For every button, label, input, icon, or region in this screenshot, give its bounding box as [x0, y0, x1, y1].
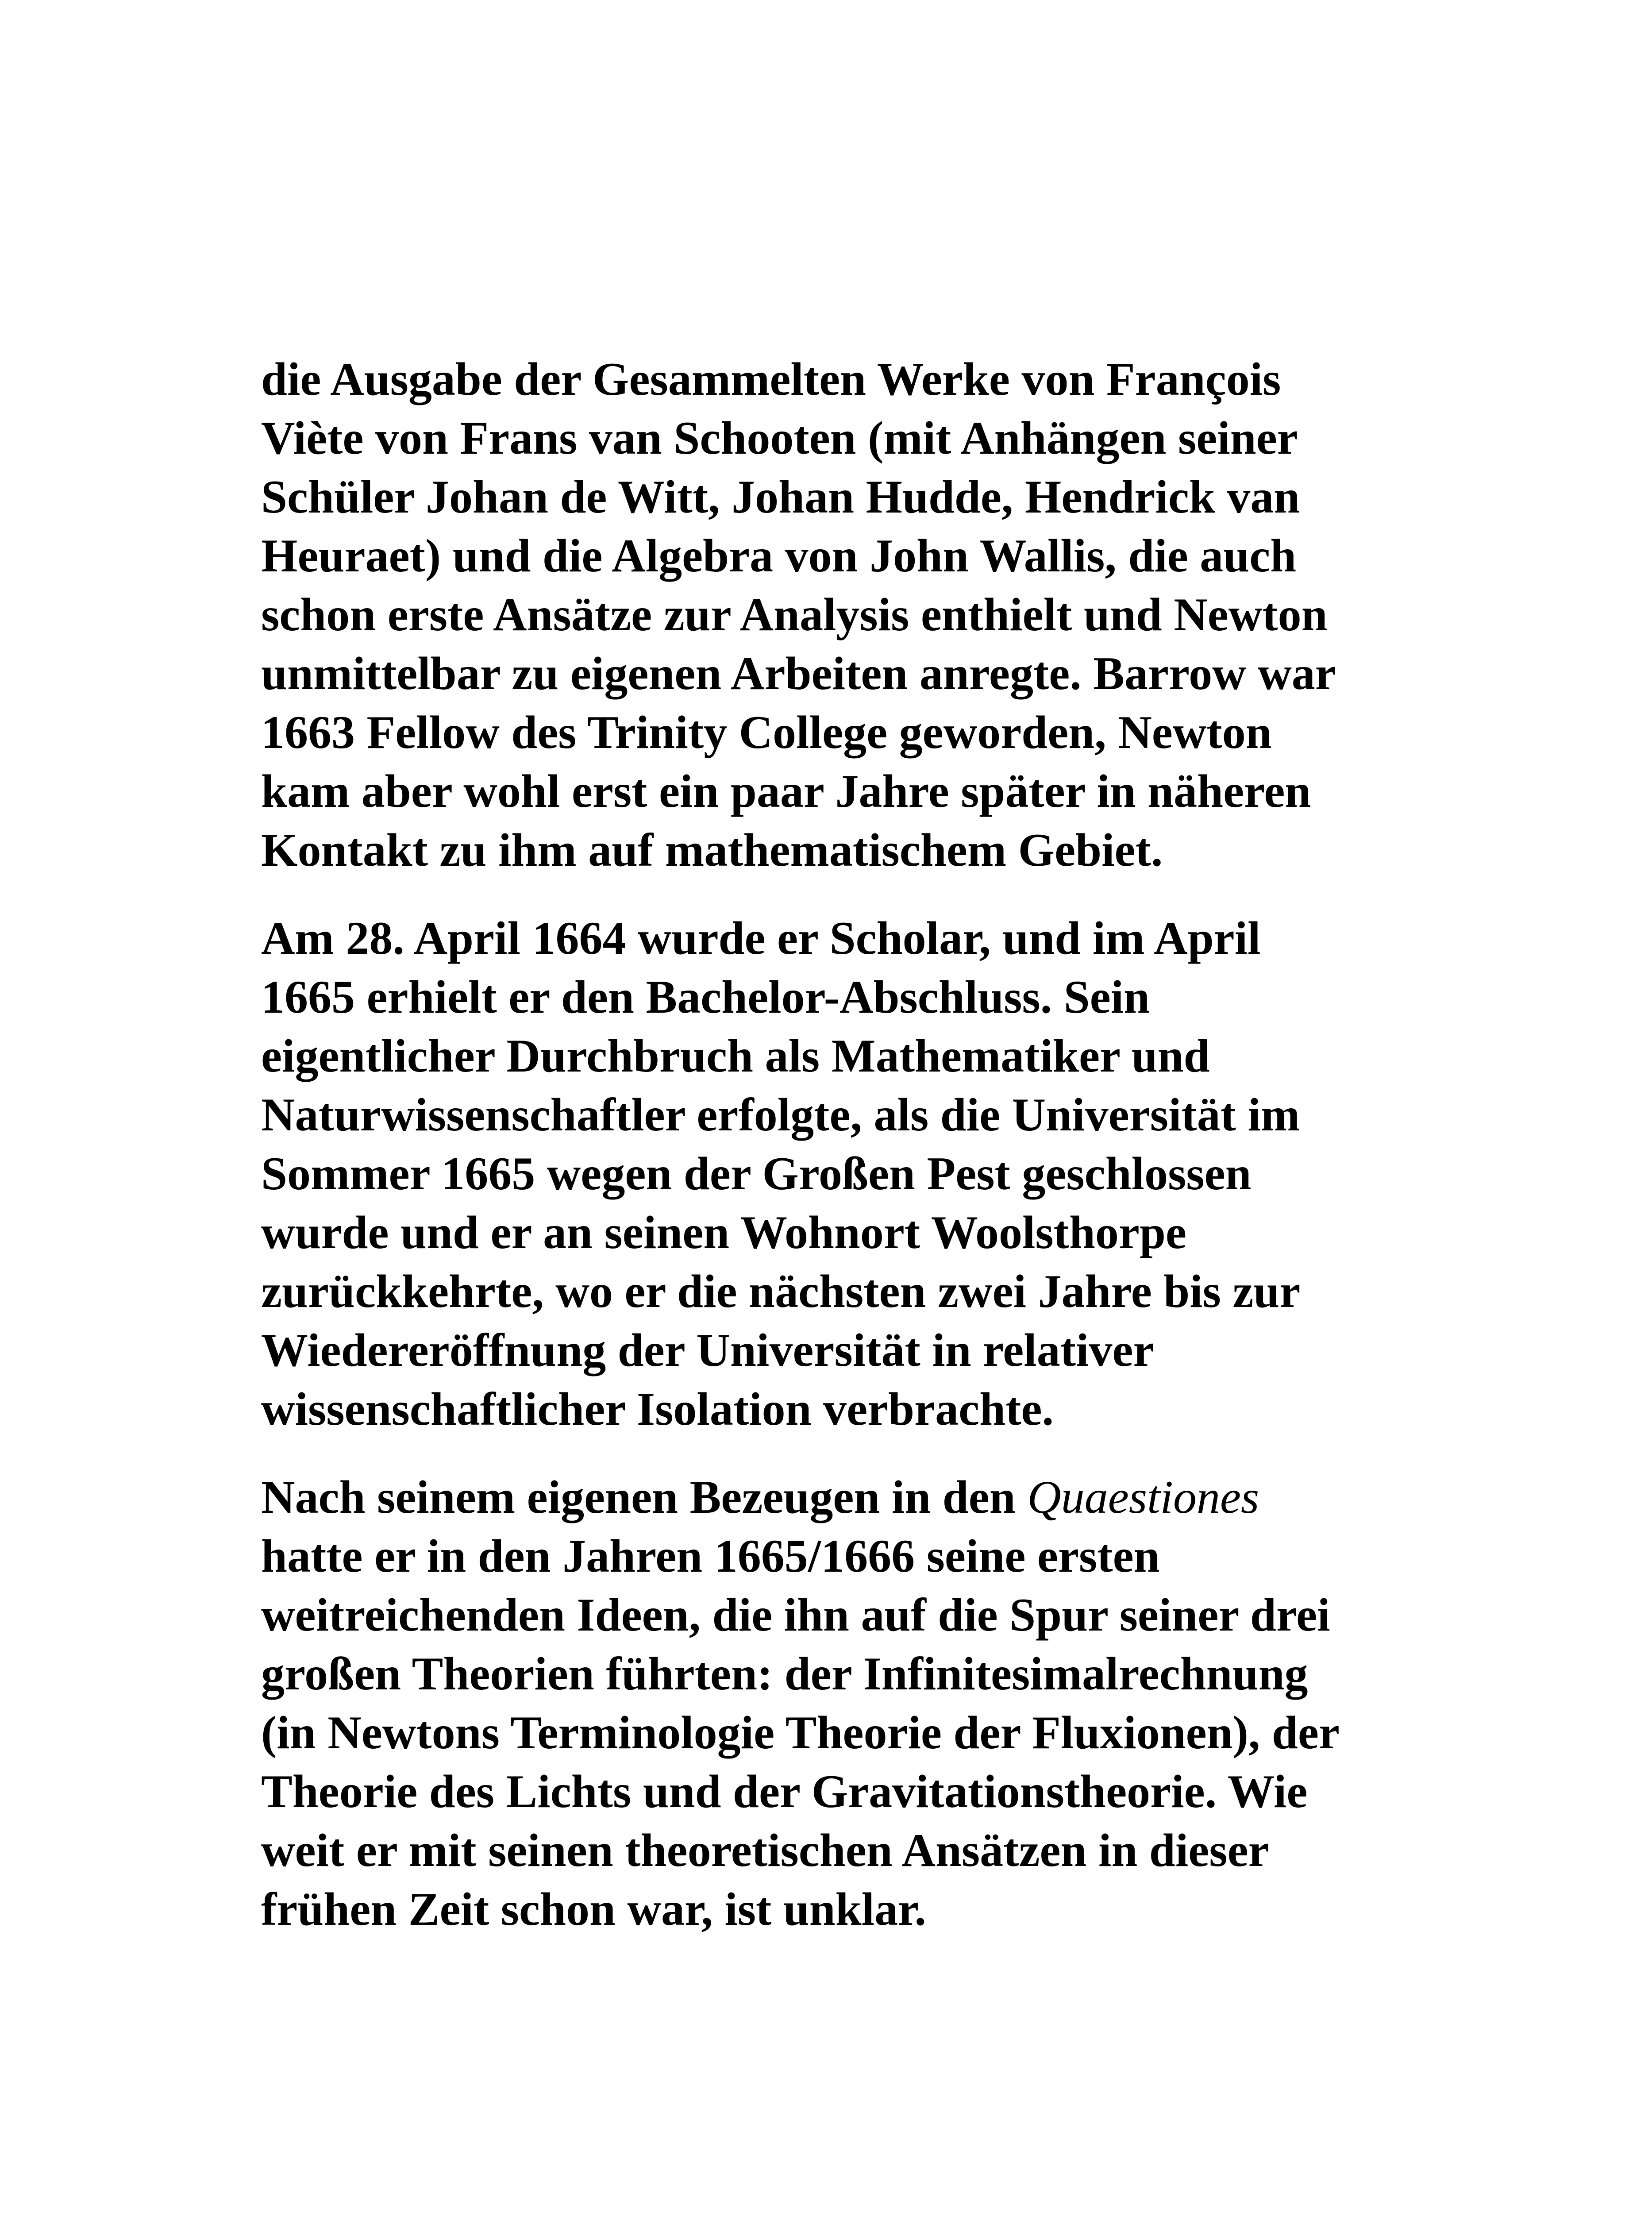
text-line: unmittelbar zu eigenen Arbeiten anregte. Barrow war: [261, 648, 1336, 699]
text-line: Schüler Johan de Witt, Johan Hudde, Hendrick van: [261, 471, 1300, 523]
text-line: die Ausgabe der Gesammelten Werke von François: [261, 353, 1281, 405]
italic-title: Quaestiones: [1027, 1471, 1259, 1523]
text-line: Theorie des Lichts und der Gravitationstheorie. Wie: [261, 1766, 1308, 1817]
paragraph-1: [261, 350, 1412, 879]
text-line: 1663 Fellow des Trinity College geworden, Newton: [261, 706, 1272, 758]
text-line: zurückkehrte, wo er die nächsten zwei Jahre bis zur: [261, 1265, 1301, 1317]
text-line: schon erste Ansätze zur Analysis enthielt und Newton: [261, 589, 1328, 640]
text-line: großen Theorien führten: der Infinitesimalrechnung: [261, 1648, 1308, 1700]
text-line: Viète von Frans van Schooten (mit Anhängen seiner: [261, 412, 1298, 464]
text-line: Kontakt zu ihm auf mathematischem Gebiet.: [261, 824, 1163, 876]
text-line: wissenschaftlicher Isolation verbrachte.: [261, 1383, 1054, 1435]
paragraph-3: [261, 1468, 1412, 1939]
text-line: 1665 erhielt er den Bachelor-Abschluss. Sein: [261, 971, 1150, 1023]
text-line: weitreichenden Ideen, die ihn auf die Spur seiner drei: [261, 1589, 1330, 1641]
text-line: Naturwissenschaftler erfolgte, als die Universität im: [261, 1089, 1300, 1141]
body-text: [261, 350, 1412, 1968]
text-line: eigentlicher Durchbruch als Mathematiker und: [261, 1030, 1210, 1082]
paragraph-2: [261, 909, 1412, 1438]
text-line: (in Newtons Terminologie Theorie der Fluxionen), der: [261, 1707, 1340, 1758]
text-line: Wiedereröffnung der Universität in relativer: [261, 1324, 1154, 1376]
text-line: wurde und er an seinen Wohnort Woolsthorpe: [261, 1207, 1186, 1258]
text-line: frühen Zeit schon war, ist unklar.: [261, 1883, 926, 1935]
text-line: Heuraet) und die Algebra von John Wallis, die auch: [261, 530, 1297, 582]
text-line: weit er mit seinen theoretischen Ansätzen in dieser: [261, 1824, 1269, 1876]
text-run: Nach seinem eigenen Bezeugen in den: [261, 1471, 1028, 1523]
text-line: kam aber wohl erst ein paar Jahre später in näheren: [261, 765, 1311, 817]
text-line: Sommer 1665 wegen der Großen Pest geschlossen: [261, 1148, 1252, 1199]
text-line: Am 28. April 1664 wurde er Scholar, und im April: [261, 912, 1261, 964]
text-line-with-italic: [261, 1468, 1412, 1527]
text-line: hatte er in den Jahren 1665/1666 seine ersten: [261, 1530, 1160, 1582]
